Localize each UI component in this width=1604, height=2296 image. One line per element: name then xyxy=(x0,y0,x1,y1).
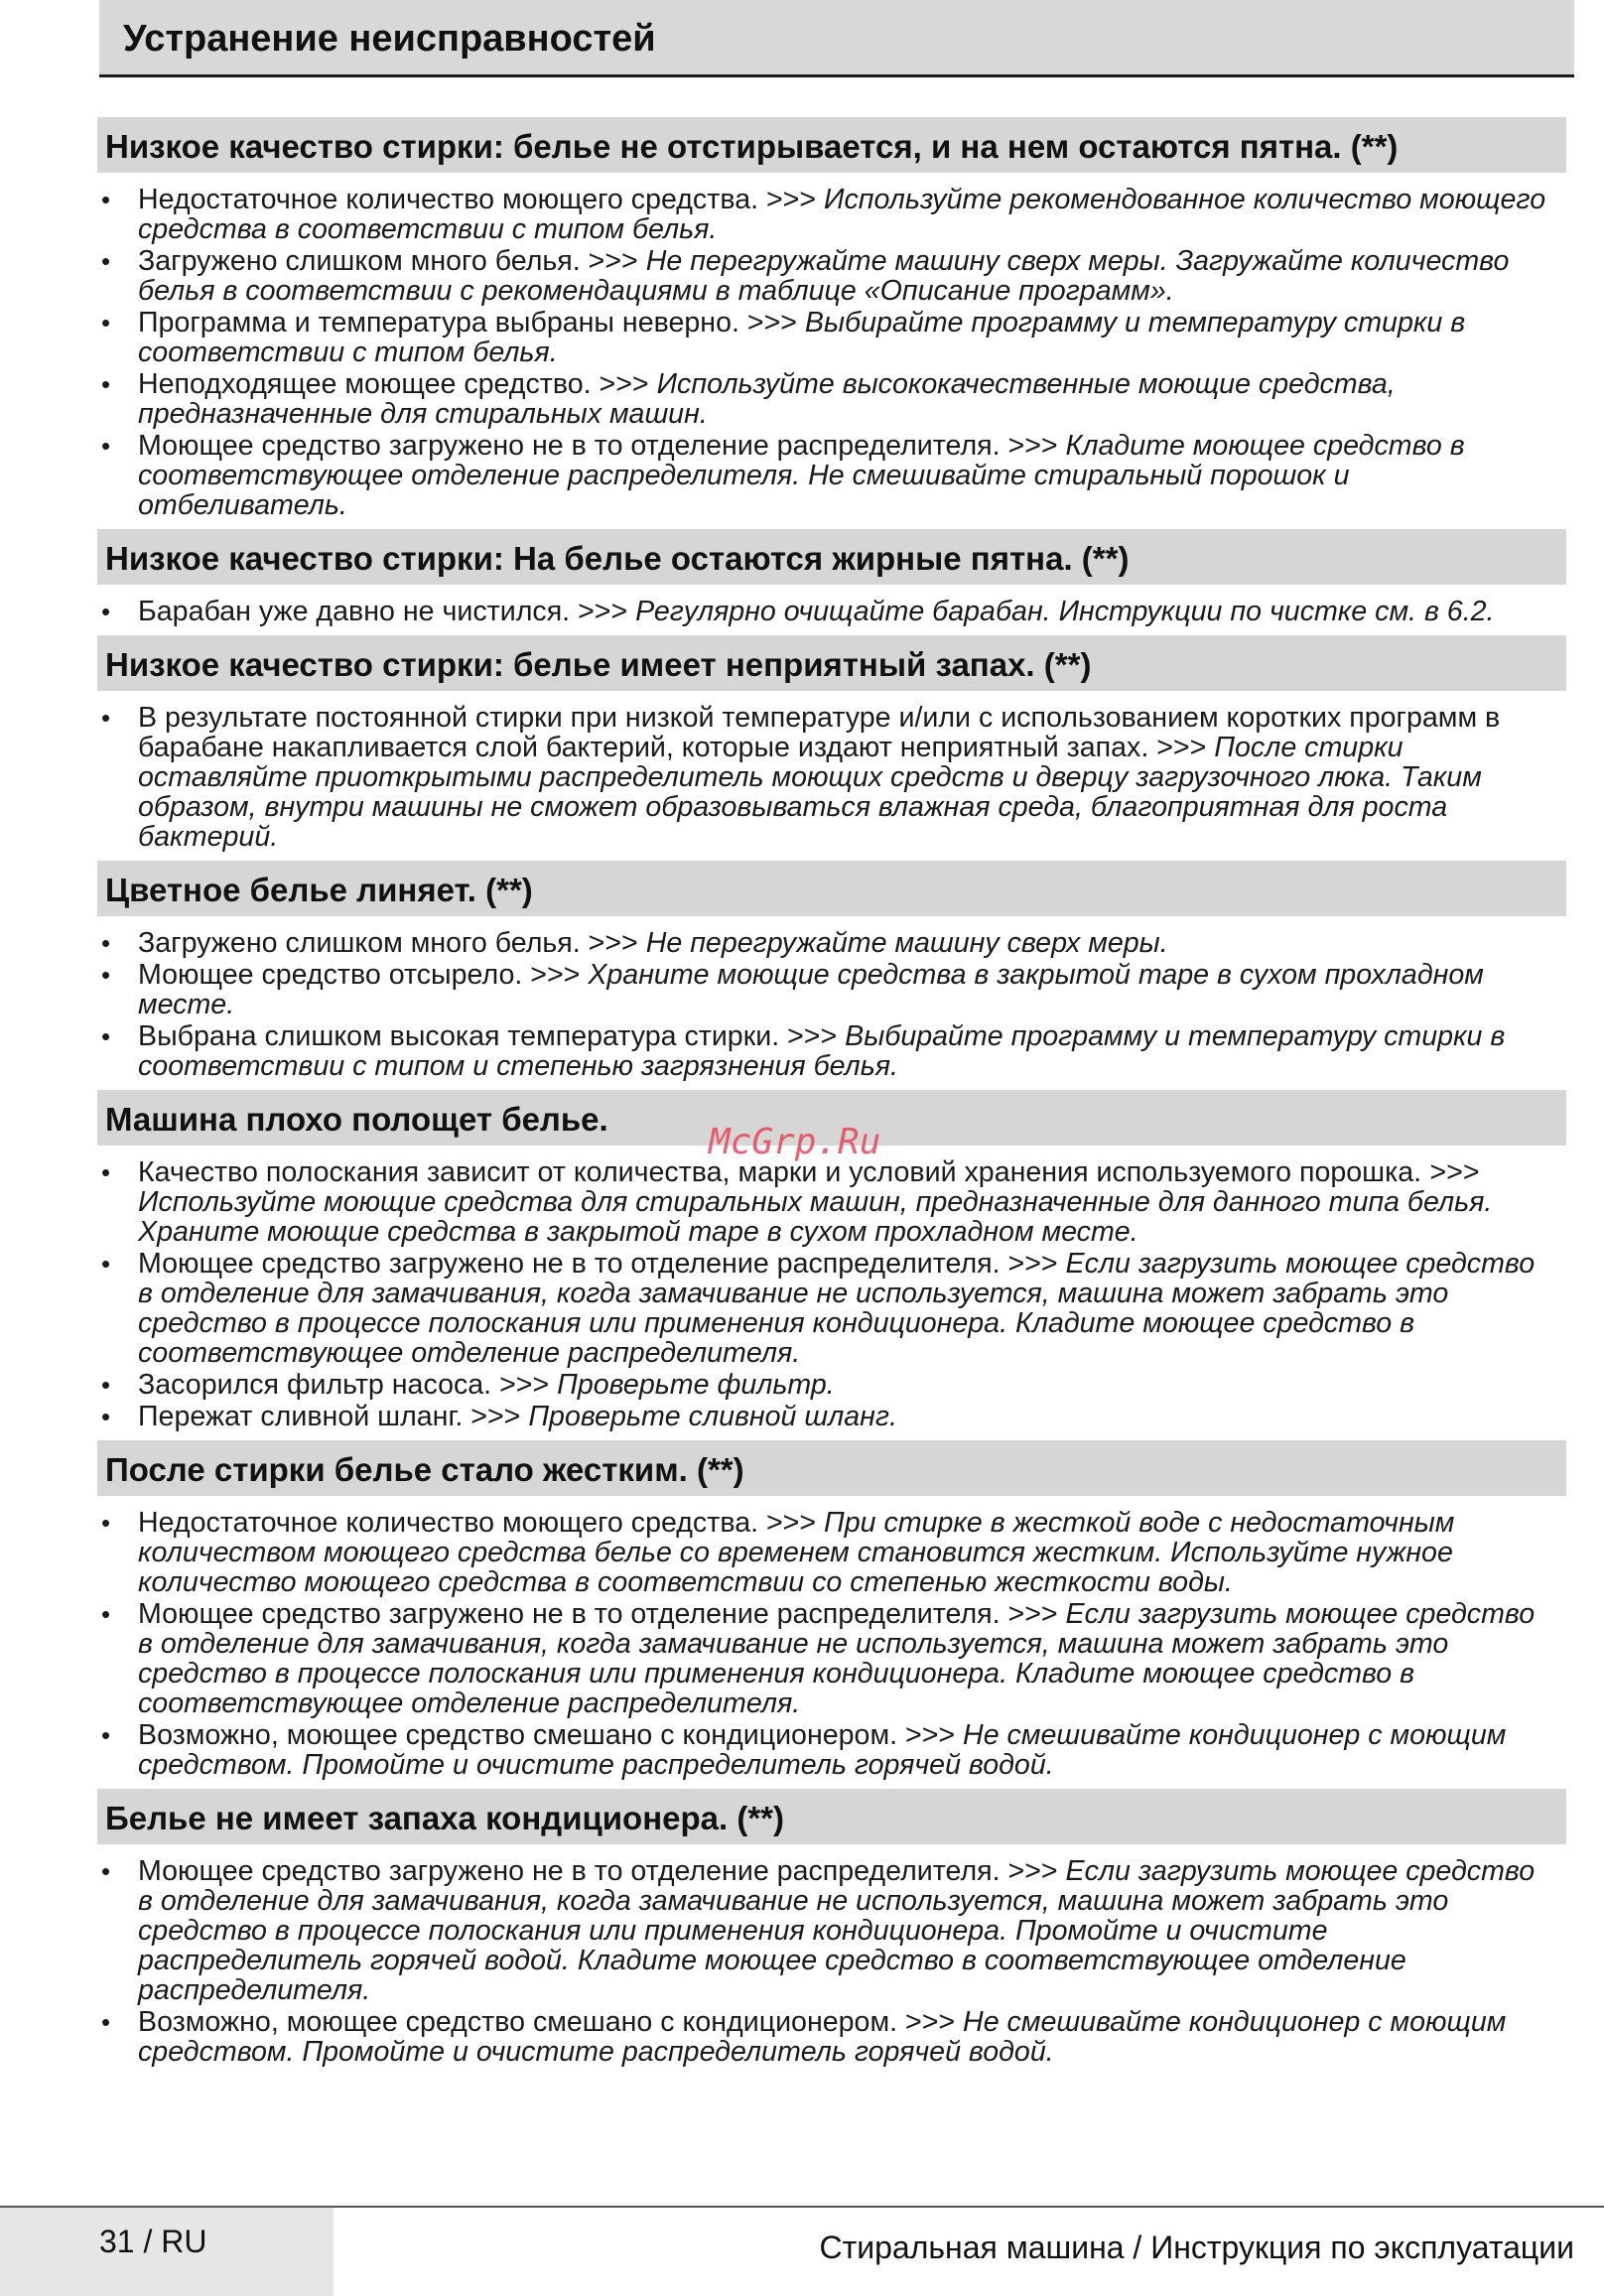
bullet-icon: • xyxy=(101,185,111,214)
list-item xyxy=(97,928,1566,958)
list-item xyxy=(97,1402,1566,1431)
remedy-text: Используйте рекомендованное количество моющего средства в соответствии с типом белья. xyxy=(138,184,1546,245)
list-item xyxy=(97,703,1566,852)
remedy-text: Проверьте фильтр. xyxy=(557,1369,835,1401)
page-header xyxy=(99,0,1574,77)
bullet-icon: • xyxy=(101,1157,111,1187)
cause-text: Неподходящее моющее средство. >>> xyxy=(138,368,657,400)
list-item xyxy=(97,431,1566,520)
cause-text: Недостаточное количество моющего средства. >>> xyxy=(138,1507,825,1539)
remedy-text: Используйте высококачественные моющие средства, предназначенные для стиральных машин. xyxy=(138,368,1396,430)
footer-document-title: Стиральная машина / Инструкция по эксплуатации xyxy=(819,2229,1574,2265)
bullet-icon: • xyxy=(101,1599,111,1629)
section-title: Низкое качество стирки: белье имеет неприятный запах. (**) xyxy=(97,635,1566,691)
bullet-icon: • xyxy=(101,369,111,399)
section-title: После стирки белье стало жестким. (**) xyxy=(97,1440,1566,1496)
remedy-text: Не смешивайте кондиционер с моющим средством. Промойте и очистите распределитель горячей водой. xyxy=(138,2006,1507,2068)
bullet-icon: • xyxy=(101,1249,111,1279)
cause-text: Моющее средство отсырело. >>> xyxy=(138,959,589,991)
bullet-icon: • xyxy=(101,246,111,276)
watermark: McGrp.Ru xyxy=(709,1122,881,1162)
remedy-text: Если загрузить моющее средство в отделение для замачивания, когда замачивание не используется, машина может забрать это средство в процессе полоскания или применения кондиционера. Промойте и очистите распределитель горячей водой. Кладите моющее средство в соответствующее отделение распределителя. xyxy=(138,1855,1536,2006)
cause-text: Возможно, моющее средство смешано с кондиционером. >>> xyxy=(138,1719,964,1751)
list-item xyxy=(97,246,1566,306)
troubleshooting-section xyxy=(97,529,1566,626)
list-item xyxy=(97,597,1566,626)
remedy-text: Выбирайте программу и температуру стирки в соответствии с типом и степенью загрязнения белья. xyxy=(138,1020,1506,1082)
bullet-icon: • xyxy=(101,928,111,958)
bullet-icon: • xyxy=(101,308,111,338)
remedy-text: Не перегружайте машину сверх меры. Загружайте количество белья в соответствии с рекомендациями в таблице «Описание программ». xyxy=(138,245,1510,307)
list-item xyxy=(97,185,1566,244)
list-item xyxy=(97,1157,1566,1247)
bullet-icon: • xyxy=(101,1856,111,1886)
cause-text: Моющее средство загружено не в то отделение распределителя. >>> xyxy=(138,1248,1066,1280)
cause-list xyxy=(97,1856,1566,2067)
bullet-icon: • xyxy=(101,1720,111,1750)
bullet-icon: • xyxy=(101,2007,111,2037)
cause-text: Загружено слишком много белья. >>> xyxy=(138,245,646,277)
troubleshooting-section xyxy=(97,1789,1566,2067)
remedy-text: После стирки оставляйте приоткрытыми распределитель моющих средств и дверцу загрузочного люка. Таким образом, внутри машины не сможет образовываться влажная среда, благоприятная для роста бактерий. xyxy=(138,732,1482,853)
cause-text: Недостаточное количество моющего средства. >>> xyxy=(138,184,825,215)
cause-text: Загружено слишком много белья. >>> xyxy=(138,927,646,959)
cause-list xyxy=(97,703,1566,852)
section-title: Цветное белье линяет. (**) xyxy=(97,861,1566,916)
remedy-text: Проверьте сливной шланг. xyxy=(528,1401,897,1432)
section-title: Машина плохо полощет белье. xyxy=(97,1090,1566,1146)
list-item xyxy=(97,1508,1566,1597)
troubleshooting-section xyxy=(97,117,1566,520)
cause-text: Моющее средство загружено не в то отделение распределителя. >>> xyxy=(138,430,1066,462)
section-title: Низкое качество стирки: На белье остаются жирные пятна. (**) xyxy=(97,529,1566,585)
remedy-text: Если загрузить моющее средство в отделение для замачивания, когда замачивание не используется, машина может забрать это средство в процессе полоскания или применения кондиционера. Кладите моющее средство в соответствующее отделение распределителя. xyxy=(138,1598,1536,1719)
cause-list xyxy=(97,597,1566,626)
remedy-text: Не перегружайте машину сверх меры. xyxy=(645,927,1168,959)
list-item xyxy=(97,1249,1566,1368)
cause-text: Моющее средство загружено не в то отделение распределителя. >>> xyxy=(138,1598,1066,1630)
section-title: Белье не имеет запаха кондиционера. (**) xyxy=(97,1789,1566,1844)
bullet-icon: • xyxy=(101,1370,111,1400)
cause-text: Засорился фильтр насоса. >>> xyxy=(138,1369,558,1401)
cause-text: В результате постоянной стирки при низкой температуре и/или с использованием коротких программ в барабане накапливается слой бактерий, которые издают неприятный запах. >>> xyxy=(138,702,1501,763)
bullet-icon: • xyxy=(101,1402,111,1431)
cause-text: Выбрана слишком высокая температура стирки. >>> xyxy=(138,1020,846,1052)
cause-text: Возможно, моющее средство смешано с кондиционером. >>> xyxy=(138,2006,964,2038)
troubleshooting-section xyxy=(97,861,1566,1081)
list-item xyxy=(97,1021,1566,1081)
cause-list xyxy=(97,1508,1566,1780)
cause-text: Моющее средство загружено не в то отделение распределителя. >>> xyxy=(138,1855,1066,1887)
list-item xyxy=(97,1599,1566,1718)
page-title: Устранение неисправностей xyxy=(123,18,656,60)
remedy-text: Храните моющие средства в закрытой таре в сухом прохладном месте. xyxy=(138,959,1484,1020)
remedy-text: Не смешивайте кондиционер с моющим средством. Промойте и очистите распределитель горячей водой. xyxy=(138,1719,1507,1781)
list-item xyxy=(97,1720,1566,1780)
bullet-icon: • xyxy=(101,597,111,626)
cause-text: Программа и температура выбраны неверно. >>> xyxy=(138,307,805,338)
bullet-icon: • xyxy=(101,431,111,461)
list-item xyxy=(97,2007,1566,2067)
troubleshooting-section xyxy=(97,635,1566,852)
bullet-icon: • xyxy=(101,960,111,990)
cause-text: Барабан уже давно не чистился. >>> xyxy=(138,596,636,627)
cause-list xyxy=(97,185,1566,520)
section-title: Низкое качество стирки: белье не отстирывается, и на нем остаются пятна. (**) xyxy=(97,117,1566,173)
page-number: 31 / RU xyxy=(99,2224,207,2259)
remedy-text: Если загрузить моющее средство в отделение для замачивания, когда замачивание не используется, машина может забрать это средство в процессе полоскания или применения кондиционера. Кладите моющее средство в соответствующее отделение распределителя. xyxy=(138,1248,1536,1369)
remedy-text: Регулярно очищайте барабан. Инструкции по чистке см. в 6.2. xyxy=(635,596,1495,627)
bullet-icon: • xyxy=(101,703,111,733)
list-item xyxy=(97,369,1566,429)
cause-text: Качество полоскания зависит от количества, марки и условий хранения используемого порошка. xyxy=(138,1156,1430,1188)
list-item xyxy=(97,960,1566,1019)
cause-list xyxy=(97,928,1566,1081)
bullet-icon: • xyxy=(101,1021,111,1051)
troubleshooting-content xyxy=(97,117,1566,2076)
list-item xyxy=(97,308,1566,367)
troubleshooting-section xyxy=(97,1440,1566,1780)
remedy-text: >>> Используйте моющие средства для стиральных машин, предназначенные для данного типа белья. Храните моющие средства в закрытой таре в сухом прохладном месте. xyxy=(138,1156,1493,1248)
list-item xyxy=(97,1370,1566,1400)
remedy-text: Выбирайте программу и температуру стирки в соответствии с типом белья. xyxy=(138,307,1466,368)
remedy-text: При стирке в жесткой воде с недостаточным количеством моющего средства белье со временем становится жестким. Используйте нужное количество моющего средства в соответствии со степенью жесткости воды. xyxy=(138,1507,1455,1598)
cause-list xyxy=(97,1157,1566,1431)
bullet-icon: • xyxy=(101,1508,111,1538)
remedy-text: Кладите моющее средство в соответствующее отделение распределителя. Не смешивайте стиральный порошок и отбеливатель. xyxy=(138,430,1465,521)
cause-text: Пережат сливной шланг. >>> xyxy=(138,1401,529,1432)
list-item xyxy=(97,1856,1566,2005)
